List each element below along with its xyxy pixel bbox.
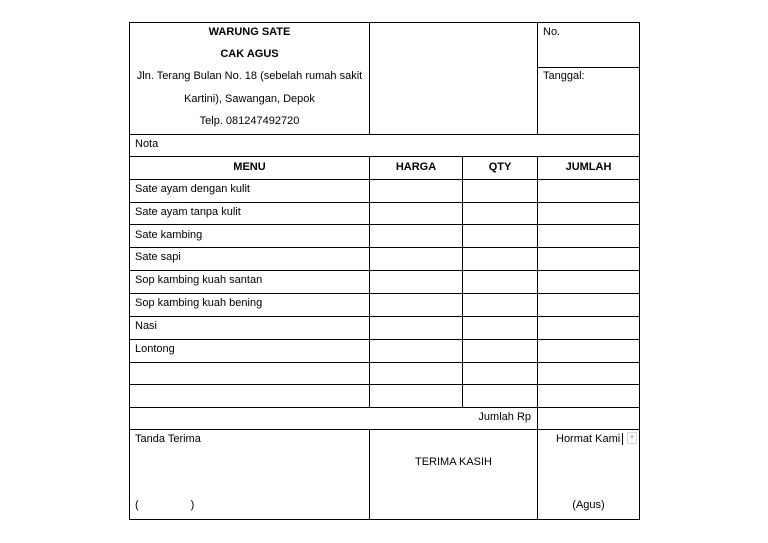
shop-address-line1: Jln. Terang Bulan No. 18 (sebelah rumah sakit — [136, 70, 363, 82]
regards-text: Hormat Kami — [556, 433, 621, 445]
shop-owner: CAK AGUS — [220, 48, 279, 60]
row-line — [129, 316, 640, 317]
header-divider-left — [369, 22, 370, 135]
thanks-text: TERIMA KASIH — [414, 456, 493, 468]
row-line — [129, 384, 640, 385]
column-divider-harga — [369, 156, 370, 408]
shop-name: WARUNG SATE — [208, 26, 291, 38]
column-header-qty: QTY — [488, 161, 512, 173]
column-header-jumlah: JUMLAH — [565, 161, 612, 173]
nota-label: Nota — [135, 138, 159, 150]
border-right — [639, 22, 640, 520]
border-bottom — [129, 519, 640, 520]
date-label: Tanggal: — [543, 70, 585, 82]
row-line — [129, 224, 640, 225]
divider-column-headers — [129, 179, 640, 180]
menu-item: Sate ayam tanpa kulit — [135, 206, 241, 218]
signer-name: (Agus) — [572, 499, 605, 511]
column-divider-jumlah — [537, 156, 538, 520]
row-line — [129, 362, 640, 363]
column-divider-qty — [462, 156, 463, 408]
column-header-menu: MENU — [233, 161, 266, 173]
row-line — [129, 407, 640, 408]
text-cursor — [622, 433, 623, 445]
menu-item: Sate ayam dengan kulit — [135, 183, 250, 195]
row-line — [129, 270, 640, 271]
chevron-down-icon[interactable]: ▾ — [627, 432, 637, 444]
row-line — [129, 293, 640, 294]
divider-no-date — [538, 67, 640, 68]
total-label: Jumlah Rp — [478, 411, 531, 423]
footer-divider — [369, 429, 370, 520]
receipt-form — [129, 22, 640, 520]
menu-item: Sop kambing kuah santan — [135, 274, 263, 286]
received-signature: ( ) — [135, 499, 195, 511]
row-line — [129, 247, 640, 248]
shop-address-line2: Kartini), Sawangan, Depok — [184, 93, 315, 105]
menu-item: Sate kambing — [135, 229, 203, 241]
divider-total — [129, 429, 640, 430]
column-header-harga: HARGA — [395, 161, 437, 173]
menu-item: Sate sapi — [135, 251, 181, 263]
divider-nota — [129, 156, 640, 157]
shop-phone: Telp. 081247492720 — [199, 115, 300, 127]
row-line — [129, 339, 640, 340]
header-divider-right — [537, 22, 538, 135]
menu-item: Lontong — [135, 343, 175, 355]
border-top — [129, 22, 640, 23]
number-label: No. — [543, 26, 561, 38]
menu-item: Sop kambing kuah bening — [135, 297, 263, 309]
row-line — [129, 202, 640, 203]
menu-item: Nasi — [135, 320, 158, 332]
received-label: Tanda Terima — [135, 433, 201, 445]
divider-header-bottom — [129, 134, 640, 135]
